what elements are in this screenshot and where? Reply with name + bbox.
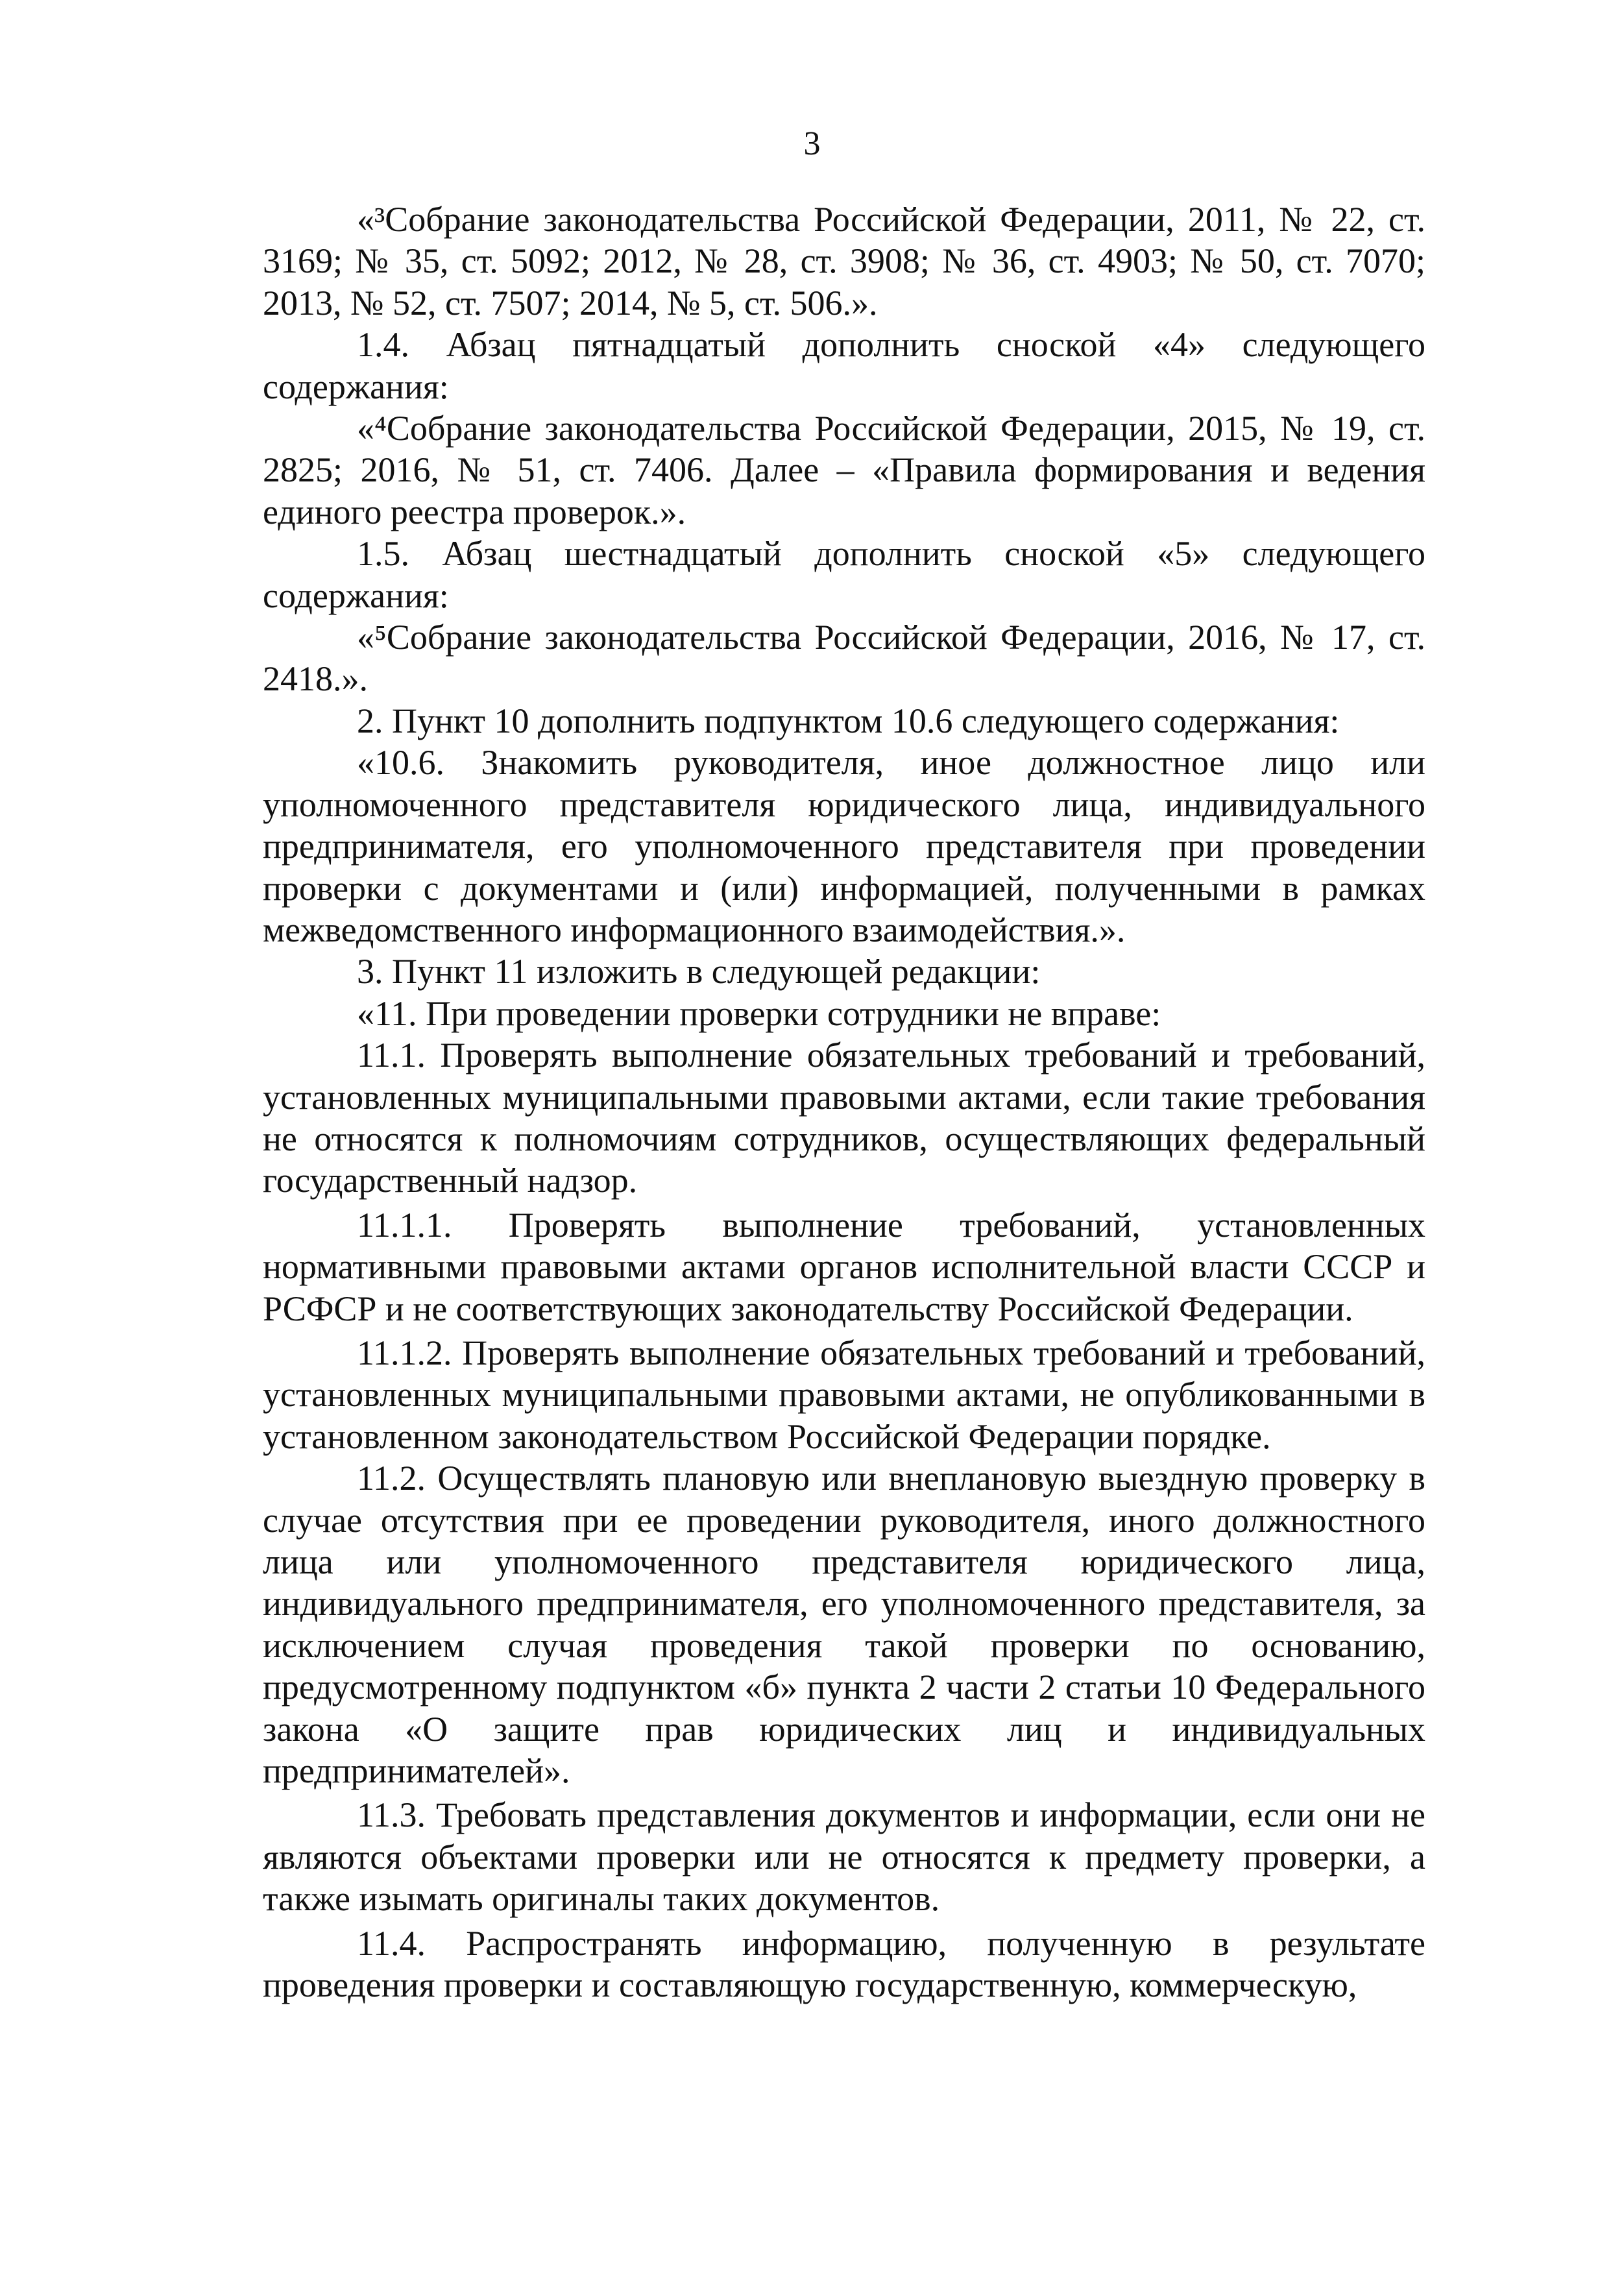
item-2-paragraph: 2. Пункт 10 дополнить подпунктом 10.6 следующего содержания: bbox=[357, 701, 1340, 740]
item-11-2-paragraph: 11.2. Осуществлять плановую или внеплановую выездную проверку в случае отсутствия при ее проведении руководителя, иного должностного лица или уполномоченного представителя юридического лица, индивидуального предпринимателя, его уполномоченного представителя, за исключением случая проведения такой проверки по основанию, предусмотренному подпунктом «б» пункта 2 части 2 статьи 10 Федерального закона «О защите прав юридических лиц и индивидуальных предпринимателей». bbox=[263, 1459, 1425, 1791]
item-11-1-1-paragraph: 11.1.1. Проверять выполнение требований, установленных нормативными правовыми актами органов исполнительной власти СССР и РСФСР и не соответствующих законодательству Российской Федерации. bbox=[263, 1205, 1425, 1328]
page-number: 3 bbox=[803, 125, 821, 162]
item-3-paragraph: 3. Пункт 11 изложить в следующей редакции: bbox=[357, 952, 1041, 991]
item-11-4-paragraph: 11.4. Распространять информацию, полученную в результате проведения проверки и составляющую государственную, коммерческую, bbox=[263, 1923, 1425, 2005]
item-11-3-paragraph: 11.3. Требовать представления документов и информации, если они не являются объектами проверки или не относятся к предмету проверки, а также изымать оригиналы таких документов. bbox=[263, 1795, 1425, 1919]
document-body bbox=[263, 199, 1425, 2006]
item-10-6-paragraph: «10.6. Знакомить руководителя, иное должностное лицо или уполномоченного представителя юридического лица, индивидуального предпринимателя, его уполномоченного представителя при проведении проверки с документами и (или) информацией, полученными в рамках межведомственного информационного взаимодействия.». bbox=[263, 743, 1425, 949]
footnote-3-paragraph: «³Собрание законодательства Российской Федерации, 2011, № 22, ст. 3169; № 35, ст. 5092; 2012, № 28, ст. 3908; № 36, ст. 4903; № 50, ст. 7070; 2013, № 52, ст. 7507; 2014, № 5, ст. 506.». bbox=[263, 200, 1425, 322]
footnote-4-paragraph: «⁴Собрание законодательства Российской Федерации, 2015, № 19, ст. 2825; 2016, № 51, ст. 7406. Далее – «Правила формирования и ведения единого реестра проверок.». bbox=[263, 409, 1425, 531]
item-1-4-paragraph: 1.4. Абзац пятнадцатый дополнить сноской «4» следующего содержания: bbox=[263, 325, 1425, 406]
item-11-1-2-paragraph: 11.1.2. Проверять выполнение обязательных требований и требований, установленных муниципальными правовыми актами, не опубликованными в установленном законодательством Российской Федерации порядке. bbox=[263, 1333, 1425, 1456]
item-1-5-paragraph: 1.5. Абзац шестнадцатый дополнить сноской «5» следующего содержания: bbox=[263, 534, 1425, 615]
item-11-1-paragraph: 11.1. Проверять выполнение обязательных требований и требований, установленных муниципальными правовыми актами, если такие требования не относятся к полномочиям сотрудников, осуществляющих федеральный государственный надзор. bbox=[263, 1036, 1425, 1200]
footnote-5-paragraph: «⁵Собрание законодательства Российской Федерации, 2016, № 17, ст. 2418.». bbox=[263, 618, 1425, 699]
item-11-paragraph: «11. При проведении проверки сотрудники не вправе: bbox=[357, 993, 1161, 1033]
